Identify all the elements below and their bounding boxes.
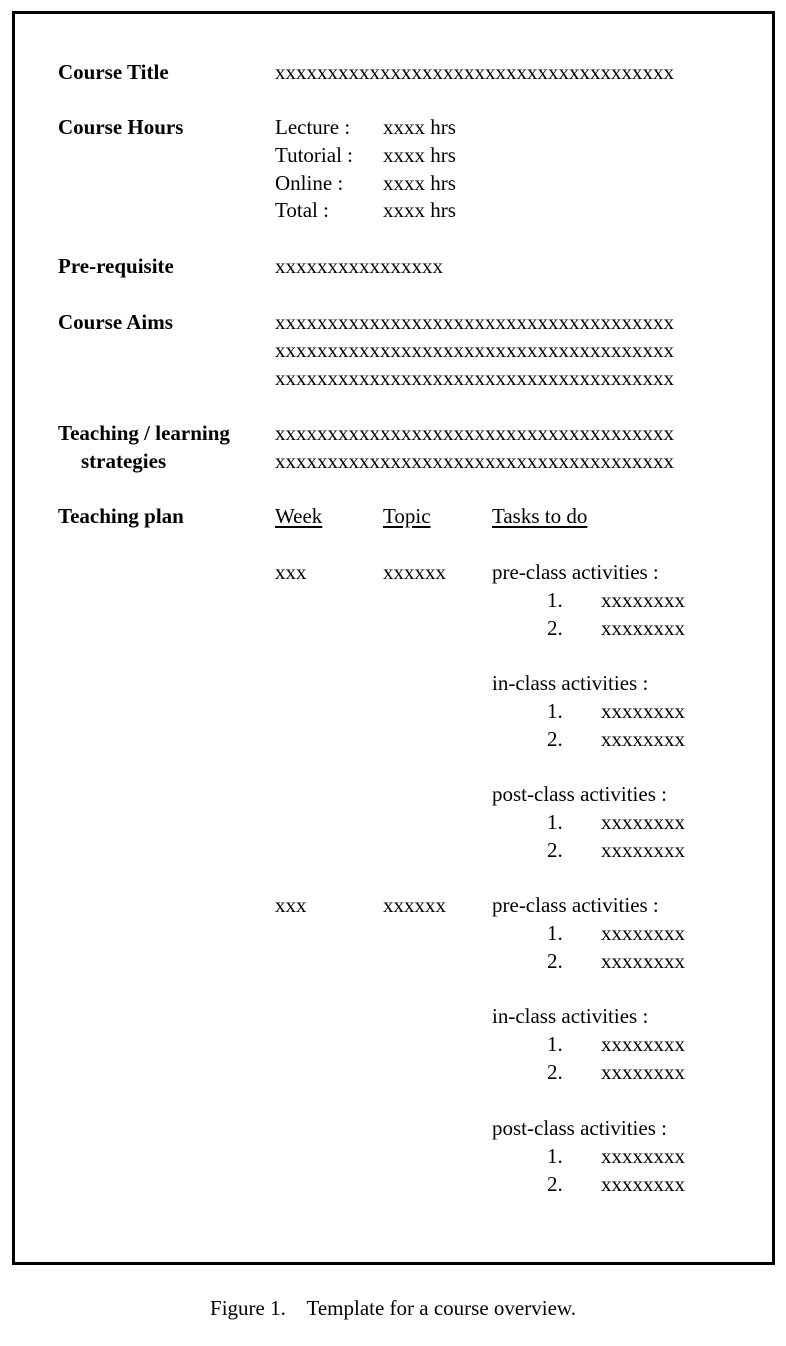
teaching-strategies-label-line1: Teaching / learning: [58, 421, 230, 445]
activity-item-number: 1.: [547, 1144, 563, 1168]
teaching-plan-label: Teaching plan: [58, 504, 184, 528]
week-column-header: Week: [275, 504, 323, 528]
course-aims-line: xxxxxxxxxxxxxxxxxxxxxxxxxxxxxxxxxxxxxx: [275, 310, 674, 334]
prerequisite-label: Pre-requisite: [58, 254, 174, 278]
activity-item-text: xxxxxxxx: [601, 699, 685, 723]
activity-item-number: 1.: [547, 588, 563, 612]
teaching-strategies-line: xxxxxxxxxxxxxxxxxxxxxxxxxxxxxxxxxxxxxx: [275, 421, 674, 445]
activity-group-title: post-class activities :: [492, 1116, 667, 1140]
course-aims-label: Course Aims: [58, 310, 173, 334]
hours-name-lecture: Lecture :: [275, 115, 351, 139]
activity-item-text: xxxxxxxx: [601, 727, 685, 751]
activity-item-number: 1.: [547, 810, 563, 834]
activity-item-number: 2.: [547, 838, 563, 862]
prerequisite-value: xxxxxxxxxxxxxxxx: [275, 254, 443, 278]
tasks-column-header: Tasks to do: [492, 504, 588, 528]
hours-name-total: Total :: [275, 198, 329, 222]
activity-group-title: pre-class activities :: [492, 560, 659, 584]
plan-week-value: xxx: [275, 560, 307, 584]
activity-item-text: xxxxxxxx: [601, 1144, 685, 1168]
activity-item-text: xxxxxxxx: [601, 616, 685, 640]
hours-value-tutorial: xxxx hrs: [383, 143, 456, 167]
activity-group-title: in-class activities :: [492, 1004, 649, 1028]
activity-item-text: xxxxxxxx: [601, 810, 685, 834]
activity-item-number: 2.: [547, 727, 563, 751]
activity-item-number: 2.: [547, 1060, 563, 1084]
course-aims-line: xxxxxxxxxxxxxxxxxxxxxxxxxxxxxxxxxxxxxx: [275, 366, 674, 390]
activity-group-title: post-class activities :: [492, 782, 667, 806]
activity-group-title: in-class activities :: [492, 671, 649, 695]
plan-topic-value: xxxxxx: [383, 560, 446, 584]
teaching-strategies-label: [58, 419, 230, 475]
activity-item-text: xxxxxxxx: [601, 838, 685, 862]
activity-item-number: 1.: [547, 1032, 563, 1056]
activity-item-text: xxxxxxxx: [601, 588, 685, 612]
course-title-value: xxxxxxxxxxxxxxxxxxxxxxxxxxxxxxxxxxxxxx: [275, 60, 674, 84]
activity-item-number: 1.: [547, 699, 563, 723]
teaching-strategies-label-line2: strategies: [81, 449, 167, 473]
course-aims-line: xxxxxxxxxxxxxxxxxxxxxxxxxxxxxxxxxxxxxx: [275, 338, 674, 362]
activity-item-number: 2.: [547, 1172, 563, 1196]
plan-week-value: xxx: [275, 893, 307, 917]
course-title-label: Course Title: [58, 60, 169, 84]
figure-caption: Figure 1. Template for a course overview.: [210, 1296, 576, 1320]
teaching-strategies-line: xxxxxxxxxxxxxxxxxxxxxxxxxxxxxxxxxxxxxx: [275, 449, 674, 473]
topic-column-header: Topic: [383, 504, 431, 528]
hours-value-online: xxxx hrs: [383, 171, 456, 195]
activity-item-number: 1.: [547, 921, 563, 945]
hours-name-tutorial: Tutorial :: [275, 143, 353, 167]
activity-item-text: xxxxxxxx: [601, 1172, 685, 1196]
activity-item-text: xxxxxxxx: [601, 1032, 685, 1056]
hours-value-total: xxxx hrs: [383, 198, 456, 222]
activity-group-title: pre-class activities :: [492, 893, 659, 917]
activity-item-text: xxxxxxxx: [601, 921, 685, 945]
activity-item-text: xxxxxxxx: [601, 949, 685, 973]
activity-item-number: 2.: [547, 949, 563, 973]
course-hours-label: Course Hours: [58, 115, 184, 139]
plan-topic-value: xxxxxx: [383, 893, 446, 917]
activity-item-text: xxxxxxxx: [601, 1060, 685, 1084]
activity-item-number: 2.: [547, 616, 563, 640]
hours-name-online: Online :: [275, 171, 344, 195]
hours-value-lecture: xxxx hrs: [383, 115, 456, 139]
